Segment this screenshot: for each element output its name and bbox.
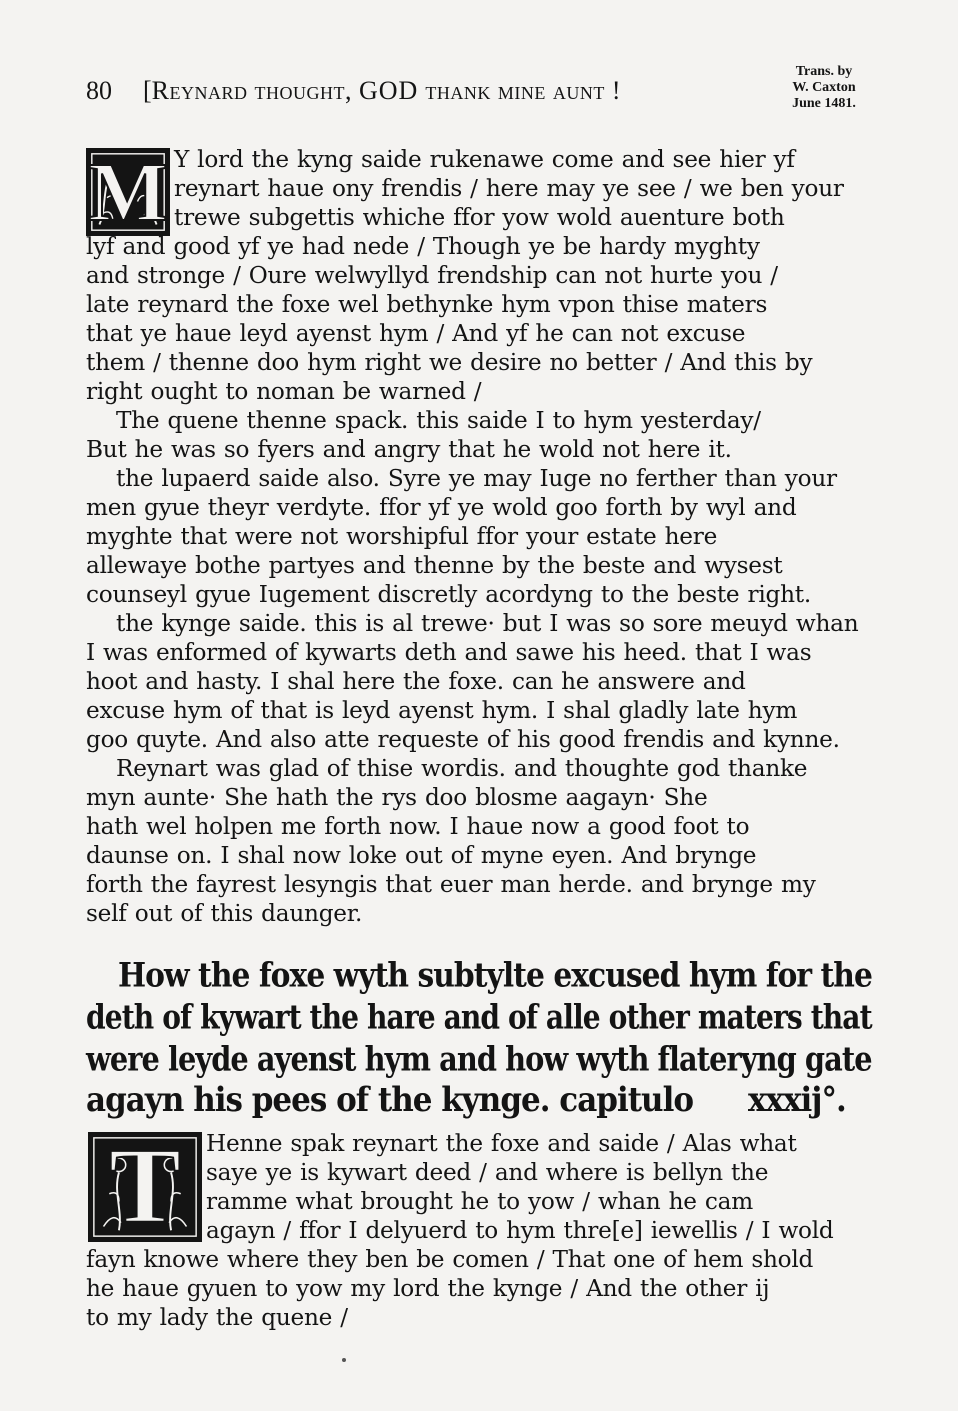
text-line: daunse on. I shal now loke out of myne eyen. And brynge (86, 842, 757, 869)
text-line: saye ye is kywart deed / and where is bellyn the (206, 1159, 769, 1186)
text-line: hath wel holpen me forth now. I haue now a good foot to (86, 813, 750, 840)
text-line: agayn / ffor I delyuerd to hym thre[e] iewellis / I wold (206, 1217, 834, 1244)
translation-note-line: W. Caxton (792, 80, 856, 95)
chapter-number: xxxij°. (748, 1080, 846, 1120)
text-line: counseyl gyue Iugement discretly acordyng to the beste right. (86, 581, 811, 608)
text-line: myghte that were not worshipful ffor your estate here (86, 523, 718, 550)
translation-note-line: Trans. by (795, 64, 853, 79)
text-line: ramme what brought he to yow / whan he cam (206, 1188, 753, 1215)
initial-letter: T (108, 1127, 182, 1246)
chapter-heading-line: deth of kywart the hare and of alle other maters that (86, 998, 872, 1038)
text-line: forth the fayrest lesyngis that euer man herde. and brynge my (86, 871, 816, 898)
text-line: and stronge / Oure welwyllyd frendship can not hurte you / (86, 262, 778, 289)
running-title-god: GOD (359, 76, 419, 105)
text-line: lyf and good yf ye had nede / Though ye be hardy myghty (86, 233, 760, 260)
text-line: excuse hym of that is leyd ayenst hym. I shal gladly late hym (86, 697, 798, 724)
text-line: to my lady the quene / (86, 1304, 348, 1331)
text-line: hoot and hasty. I shal here the foxe. can he answere and (86, 668, 746, 695)
decorated-initial-m (86, 145, 170, 239)
text-line: goo quyte. And also atte requeste of his good frendis and kynne. (86, 726, 840, 753)
text-line: right ought to noman be warned / (86, 378, 482, 405)
running-title-part2: thank mine aunt ! (418, 76, 621, 105)
text-line: them / thenne doo hym right we desire no better / And this by (86, 349, 813, 376)
chapter-heading-line: were leyde ayenst hym and how wyth flateryng gate (86, 1040, 872, 1080)
text-line: myn aunte· She hath the rys doo blosme aagayn· She (86, 784, 708, 811)
chapter-heading-line: How the foxe wyth subtylte excused hym for the (118, 956, 872, 996)
text-line: I was enformed of kywarts deth and sawe his heed. that I was (86, 639, 812, 666)
text-line: reynart haue ony frendis / here may ye see / we ben your (174, 175, 844, 202)
running-title-part1: Reynard thought, (151, 76, 359, 105)
text-line: fayn knowe where they ben be comen / That one of hem shold (86, 1246, 814, 1273)
text-line: Henne spak reynart the foxe and saide / Alas what (206, 1130, 797, 1157)
translation-note (776, 64, 872, 112)
text-line: the kynge saide. this is al trewe· but I was so sore meuyd whan (116, 610, 859, 637)
text-line: Y lord the kyng saide rukenawe come and see hier yf (174, 146, 795, 173)
translation-note-line: June 1481. (792, 96, 856, 111)
text-line: allewaye bothe partyes and thenne by the beste and wysest (86, 552, 783, 579)
text-line: trewe subgettis whiche ffor yow wold auenture both (174, 204, 785, 231)
page-number: 80 (86, 76, 112, 105)
text-line: the lupaerd saide also. Syre ye may Iuge no ferther than your (116, 465, 837, 492)
running-title-bracket: [ (143, 76, 152, 105)
text-line: But he was so fyers and angry that he wold not here it. (86, 436, 732, 463)
running-title (143, 76, 621, 106)
decorated-initial-t (88, 1127, 202, 1246)
chapter-heading-line: agayn his pees of the kynge. capitulo (86, 1080, 694, 1120)
paper-speck (342, 1358, 346, 1362)
text-line: late reynard the foxe wel bethynke hym vpon thise maters (86, 291, 768, 318)
text-line: self out of this daunger. (86, 900, 363, 927)
initial-letter: M (88, 145, 168, 239)
text-line: he haue gyuen to yow my lord the kynge / And the other ij (86, 1275, 770, 1302)
text-line: The quene thenne spack. this saide I to hym yesterday/ (116, 407, 761, 434)
text-line: men gyue theyr verdyte. ffor yf ye wold goo forth by wyl and (86, 494, 797, 521)
text-line: that ye haue leyd ayenst hym / And yf he can not excuse (86, 320, 746, 347)
text-line: Reynart was glad of thise wordis. and thoughte god thanke (116, 755, 808, 782)
